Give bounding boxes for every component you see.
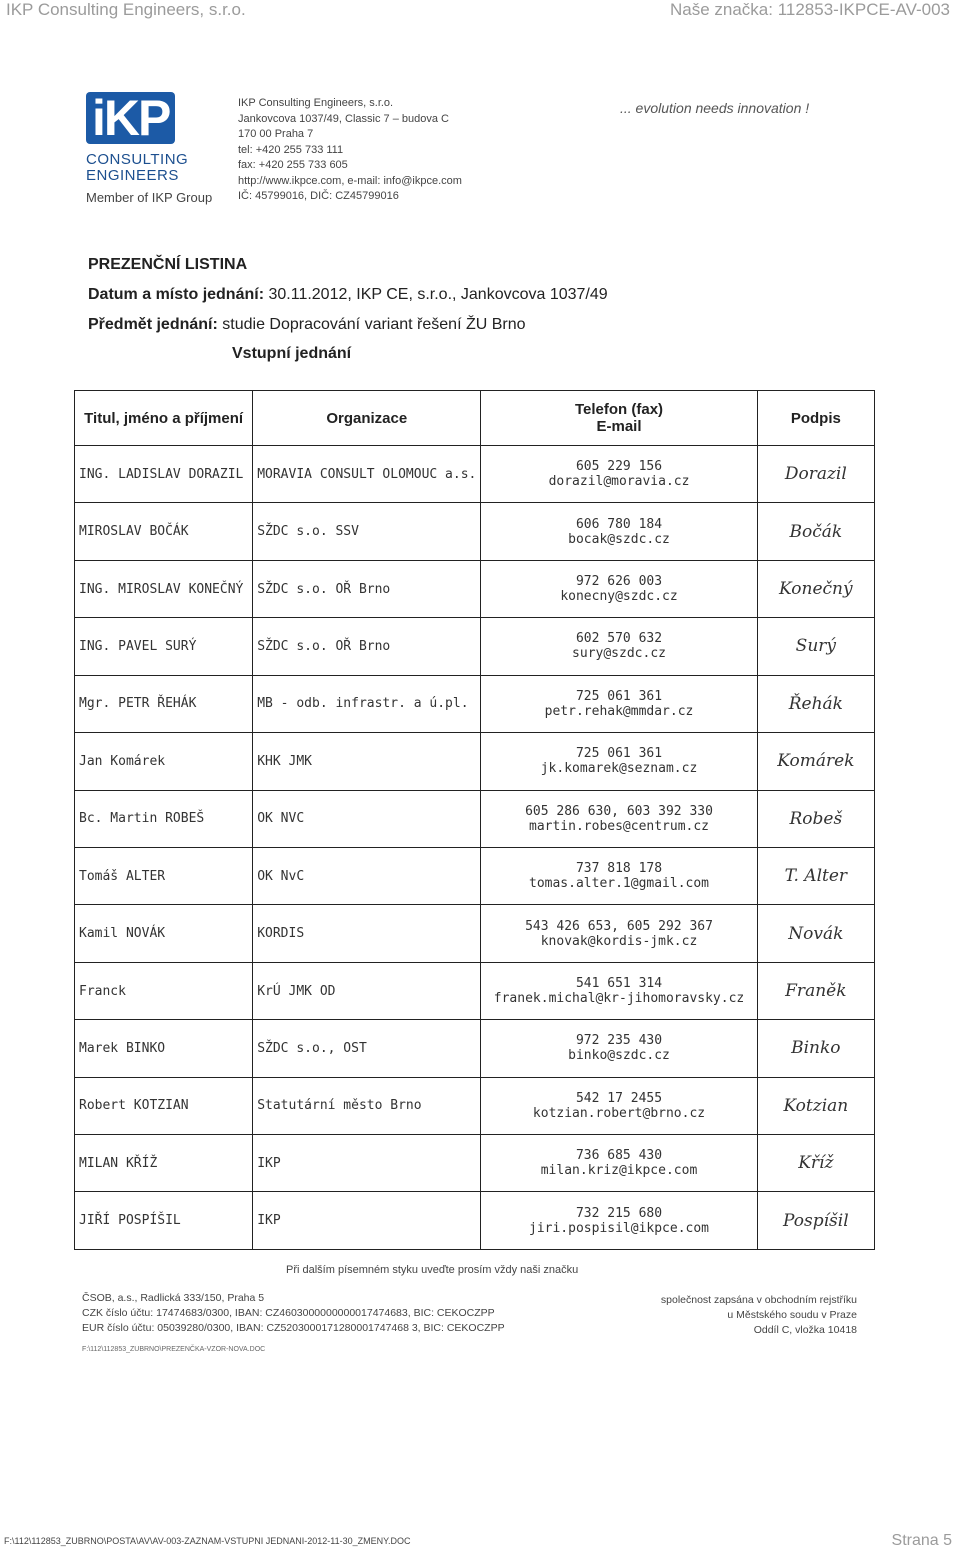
name-cell: [75, 1135, 253, 1192]
subject-value: studie Dopracování variant řešení ŽU Brno: [222, 316, 526, 333]
signature-cell: [757, 618, 874, 675]
table-row: [75, 962, 875, 1019]
org-value: KrÚ JMK OD: [257, 983, 336, 999]
email-value: franek.michal@kr-jihomoravsky.cz: [493, 991, 745, 1006]
phone-value: 605 229 156: [575, 459, 663, 475]
org-cell: [253, 790, 481, 847]
name-value: Jan Komárek: [79, 753, 166, 769]
sign-value: Surý: [795, 636, 836, 657]
footer-note: Při dalším písemném styku uveďte prosím vždy naši značku: [286, 1264, 579, 1276]
phone-value: 606 780 184: [575, 516, 663, 532]
sign-value: Pospíšil: [783, 1210, 849, 1231]
contact-cell: [481, 560, 757, 617]
header-company: IKP Consulting Engineers, s.r.o.: [6, 0, 246, 19]
phone-value: 732 215 680: [575, 1205, 663, 1221]
logo-text: iKP: [86, 92, 175, 144]
phone-value: 543 426 653, 605 292 367: [525, 918, 713, 934]
org-value: IKP: [257, 1213, 281, 1229]
name-cell: [75, 962, 253, 1019]
table-row: [75, 446, 875, 503]
name-cell: [75, 560, 253, 617]
contact-cell: [481, 1192, 757, 1250]
name-value: ING. MIROSLAV KONEČNÝ: [79, 581, 244, 597]
contact-cell: [481, 503, 757, 560]
email-value: sury@szdc.cz: [572, 646, 666, 662]
signature-cell: [757, 1192, 874, 1250]
consulting-label: CONSULTING: [86, 151, 189, 168]
bank-line: CZK číslo účtu: 17474683/0300, IBAN: CZ4603000000000017474683, BIC: CEKOCZPP: [82, 1307, 495, 1319]
org-value: MORAVIA CONSULT OLOMOUC a.s.: [257, 466, 477, 482]
table-row: [75, 790, 875, 847]
email-value: martin.robes@centrum.cz: [529, 818, 710, 834]
signature-cell: [757, 905, 874, 962]
phone-value: 725 061 361: [575, 746, 663, 762]
subject-label: Předmět jednání:: [88, 316, 218, 333]
sign-value: Binko: [791, 1038, 841, 1059]
template-path: F:\112\112853_ZUBRNO\PREZENČKA-VZOR-NOVA.DOC: [82, 1346, 266, 1353]
name-cell: [75, 446, 253, 503]
address-line: tel: +420 255 733 111: [238, 143, 344, 156]
address-line: Jankovcova 1037/49, Classic 7 – budova C: [238, 112, 449, 125]
contact-cell: [481, 618, 757, 675]
org-cell: [253, 733, 481, 790]
org-value: SŽDC s.o. OŘ Brno: [257, 581, 391, 597]
contact-cell: [481, 733, 757, 790]
org-value: SŽDC s.o. OŘ Brno: [257, 638, 391, 654]
header-org: Organizace: [253, 391, 481, 446]
table-row: [75, 1020, 875, 1077]
email-value: jiri.pospisil@ikpce.com: [529, 1220, 710, 1236]
org-cell: [253, 962, 481, 1019]
register-line: u Městského soudu v Praze: [727, 1309, 857, 1321]
header-sign: Podpis: [757, 391, 874, 446]
name-value: Robert KOTZIAN: [79, 1098, 189, 1114]
name-cell: [75, 1077, 253, 1134]
contact-cell: [481, 446, 757, 503]
signature-cell: [757, 847, 874, 904]
phone-value: 542 17 2455: [575, 1090, 663, 1106]
address-line: IČ: 45799016, DIČ: CZ45799016: [238, 190, 399, 202]
member-label: Member of IKP Group: [86, 190, 213, 205]
page-footer: [0, 1530, 960, 1554]
org-cell: [253, 446, 481, 503]
email-value: petr.rehak@mmdar.cz: [544, 703, 694, 719]
org-cell: [253, 560, 481, 617]
header-phone: Telefon (fax): [574, 401, 664, 418]
contact-cell: [481, 847, 757, 904]
table-row: [75, 1192, 875, 1250]
contact-cell: [481, 675, 757, 732]
contact-cell: [481, 1135, 757, 1192]
name-value: Tomáš ALTER: [79, 868, 166, 884]
consulting-engineers: [86, 152, 188, 184]
org-cell: [253, 503, 481, 560]
name-value: JIŘÍ POSPÍŠIL: [79, 1213, 181, 1229]
email-value: binko@szdc.cz: [568, 1048, 670, 1064]
email-value: dorazil@moravia.cz: [548, 474, 690, 490]
sign-value: Franěk: [785, 981, 847, 1001]
signature-cell: [757, 1135, 874, 1192]
name-value: Mgr. PETR ŘEHÁK: [79, 696, 197, 712]
header-contact: [481, 391, 757, 446]
phone-value: 725 061 361: [575, 688, 663, 704]
table-row: [75, 1077, 875, 1134]
email-value: knovak@kordis-jmk.cz: [540, 933, 698, 949]
contact-cell: [481, 1077, 757, 1134]
name-value: ING. LADISLAV DORAZIL: [79, 466, 244, 482]
register-line: Oddíl C, vložka 10418: [753, 1324, 857, 1336]
bank-details: [82, 1291, 505, 1336]
page-number: Strana 5: [891, 1532, 952, 1549]
table-row: [75, 847, 875, 904]
phone-value: 972 626 003: [575, 574, 663, 590]
name-value: MILAN KŘÍŽ: [79, 1155, 158, 1171]
org-cell: [253, 618, 481, 675]
address-line: http://www.ikpce.com, e-mail: info@ikpce.com: [238, 174, 462, 187]
contact-cell: [481, 790, 757, 847]
org-value: KHK JMK: [257, 753, 312, 769]
signature-cell: [757, 1077, 874, 1134]
table-row: [75, 503, 875, 560]
phone-value: 972 235 430: [575, 1033, 663, 1049]
org-value: OK NvC: [257, 868, 305, 884]
engineers-label: ENGINEERS: [86, 167, 179, 184]
name-cell: [75, 618, 253, 675]
sign-value: Kříž: [798, 1153, 834, 1174]
table-row: [75, 733, 875, 790]
register-line: společnost zapsána v obchodním rejstříku: [660, 1294, 857, 1306]
contact-cell: [481, 962, 757, 1019]
signature-cell: [757, 790, 874, 847]
name-cell: [75, 1020, 253, 1077]
phone-value: 605 286 630, 603 392 330: [525, 803, 713, 819]
name-value: MIROSLAV BOČÁK: [79, 524, 189, 540]
table-row: [75, 618, 875, 675]
sign-value: T. Alter: [784, 866, 848, 887]
signature-cell: [757, 560, 874, 617]
email-value: jk.komarek@seznam.cz: [540, 761, 698, 777]
email-value: bocak@szdc.cz: [568, 531, 670, 547]
sign-value: Kotzian: [783, 1095, 849, 1116]
header-name: Titul, jméno a příjmení: [75, 391, 253, 446]
table-header: [75, 391, 875, 446]
date-value: 30.11.2012, IKP CE, s.r.o., Jankovcova 1037/49: [268, 286, 608, 303]
signature-cell: [757, 675, 874, 732]
page-header: [0, 0, 960, 22]
name-cell: [75, 1192, 253, 1250]
org-value: Statutární město Brno: [257, 1098, 422, 1114]
name-cell: [75, 503, 253, 560]
meeting-type: Vstupní jednání: [232, 345, 352, 362]
email-value: kotzian.robert@brno.cz: [532, 1105, 706, 1121]
contact-cell: [481, 905, 757, 962]
table-row: [75, 1135, 875, 1192]
org-value: KORDIS: [257, 926, 305, 942]
name-cell: [75, 847, 253, 904]
name-cell: [75, 733, 253, 790]
phone-value: 737 818 178: [575, 861, 663, 877]
org-value: SŽDC s.o., OST: [257, 1040, 367, 1056]
signature-cell: [757, 962, 874, 1019]
name-value: Bc. Martin ROBEŠ: [79, 811, 205, 827]
attendance-table: [74, 390, 875, 1250]
org-value: OK NVC: [257, 811, 305, 827]
name-value: ING. PAVEL SURÝ: [79, 638, 197, 654]
table-row: [75, 675, 875, 732]
header-reference: Naše značka: 112853-IKPCE-AV-003: [669, 0, 950, 19]
file-path: F:\112\112853_ZUBRNO\POSTA\AV\AV-003-ZAZNAM-VSTUPNI JEDNANI-2012-11-30_ZMENY.DOC: [4, 1536, 411, 1546]
org-cell: [253, 1020, 481, 1077]
sign-value: Komárek: [777, 751, 855, 772]
org-value: IKP: [257, 1155, 281, 1171]
org-cell: [253, 905, 481, 962]
org-cell: [253, 1077, 481, 1134]
sign-value: Bočák: [789, 521, 843, 542]
sign-value: Konečný: [779, 579, 853, 600]
ikp-logo: [86, 92, 186, 150]
signature-cell: [757, 1020, 874, 1077]
org-value: SŽDC s.o. SSV: [257, 524, 359, 540]
table-row: [75, 905, 875, 962]
email-value: milan.kriz@ikpce.com: [540, 1163, 698, 1179]
bank-line: EUR číslo účtu: 05039280/0300, IBAN: CZ5203000171280001747468 3, BIC: CEKOCZPP: [82, 1322, 505, 1334]
name-value: Marek BINKO: [79, 1040, 166, 1056]
name-value: Kamil NOVÁK: [79, 926, 166, 942]
org-value: MB - odb. infrastr. a ú.pl.: [257, 696, 469, 712]
signature-cell: [757, 503, 874, 560]
name-value: Franck: [79, 983, 126, 999]
name-cell: [75, 675, 253, 732]
company-address: [238, 96, 462, 205]
document-title: PREZENČNÍ LISTINA: [88, 256, 248, 273]
email-value: tomas.alter.1@gmail.com: [529, 876, 710, 892]
table-row: [75, 560, 875, 617]
sign-value: Robeš: [789, 808, 843, 829]
sign-value: Novák: [788, 923, 844, 944]
register-details: [661, 1293, 857, 1338]
org-cell: [253, 1192, 481, 1250]
meeting-date: [88, 286, 608, 304]
address-line: IKP Consulting Engineers, s.r.o.: [238, 97, 394, 109]
phone-value: 602 570 632: [575, 631, 663, 647]
email-value: konecny@szdc.cz: [560, 589, 678, 605]
signature-cell: [757, 733, 874, 790]
motto: ... evolution needs innovation !: [620, 100, 810, 116]
name-cell: [75, 790, 253, 847]
date-label: Datum a místo jednání:: [88, 286, 265, 303]
phone-value: 736 685 430: [575, 1148, 663, 1164]
signature-cell: [757, 446, 874, 503]
sign-value: Řehák: [788, 693, 843, 714]
contact-cell: [481, 1020, 757, 1077]
org-cell: [253, 1135, 481, 1192]
bank-line: ČSOB, a.s., Radlická 333/150, Praha 5: [82, 1292, 265, 1304]
address-line: 170 00 Praha 7: [238, 128, 314, 140]
meeting-subject: [88, 316, 526, 334]
address-line: fax: +420 255 733 605: [238, 159, 348, 171]
phone-value: 541 651 314: [575, 976, 663, 991]
org-cell: [253, 675, 481, 732]
header-email: E-mail: [596, 418, 642, 435]
name-cell: [75, 905, 253, 962]
org-cell: [253, 847, 481, 904]
sign-value: Dorazil: [784, 464, 847, 485]
